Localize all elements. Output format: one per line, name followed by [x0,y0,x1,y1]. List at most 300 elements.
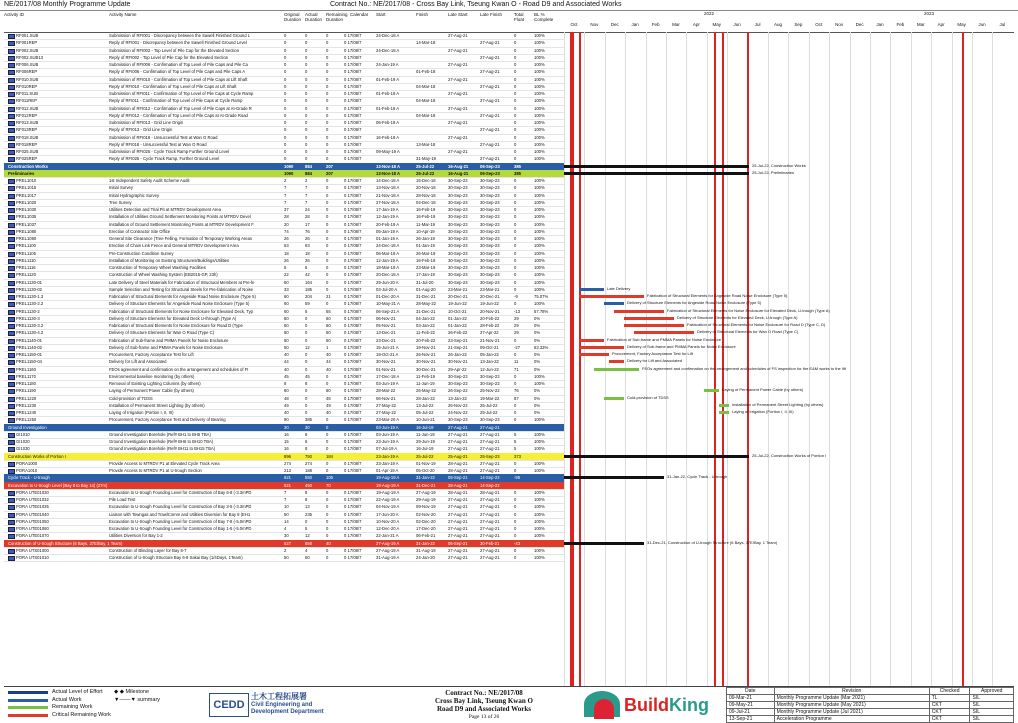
activity-table [4,32,565,686]
cell-pc: 100% [534,40,545,46]
cell-finish: 04-Mar-18 [416,98,436,104]
cell-pc: 100% [534,83,545,89]
gantt-bar-label: FEOs agreement and confirmation on the arrangement and schedules of FS inspection for the E&M works to the lift [642,365,846,371]
gantt-bar[interactable] [579,346,624,349]
gantt-bar[interactable] [564,455,749,458]
cell-pc: 100% [534,91,545,96]
cell-cal: 0 17/08/7 [344,518,362,524]
cell-pc: 0% [534,352,541,357]
cell-finish: 30-Nov-21 [416,359,436,365]
cell-od: 44 [284,359,289,365]
month-label: May [957,22,966,27]
cell-ls: 27-Aug-21 [448,134,468,140]
cell-name: Provide Access to MTRDV P1 at Elevated Cycle Track Area [109,460,220,466]
cell-tf: 5 [514,446,517,452]
red-milestone-line [579,32,581,686]
cell-id: PREL1100 [16,243,36,249]
cell-rd: 0 [326,272,329,278]
cell-od: 40 [284,352,289,357]
cell-rd: 0 [326,547,329,553]
legend-swatch [8,714,48,717]
cell-tf: 0 [514,272,517,278]
rev-desc: Monthly Programme Update (Mar 2021) [774,695,929,702]
cell-lf: 20-Feb-22 [480,315,500,321]
cell-id: PORA UTE01070 [16,533,49,539]
cell-id: PREL1110 [16,257,36,263]
cell-start: 05-Jan-19 A [376,228,399,234]
cell-lf: 30-Sep-23 [480,207,500,212]
red-milestone-line [722,32,724,686]
cell-pc: 0% [534,410,541,415]
cell-start: 22-Aug-19 A [376,497,400,502]
activity-icon [8,505,15,510]
col-activity-id[interactable]: Activity ID [4,12,25,17]
cell-ad: 0 [305,134,308,140]
cell-start: 17-Dec-18 A [376,373,400,379]
cell-tf: 0 [514,381,517,386]
gantt-bar[interactable] [614,310,664,313]
cell-ls: 24-Nov-22 [448,410,468,415]
cell-id: PREL1020 [16,199,37,205]
cell-od: 0 [284,127,287,133]
cell-id: GI1030 [16,446,30,452]
cell-name: Submission of RFI011 - Confirmation of Top Level of Pile Caps at Cycle Ramp [109,91,254,96]
rev-header-checked: Checked [929,688,970,695]
gantt-bar-label: Late Delivery [607,285,631,291]
cell-name: Reply of RFI002 - Top Level of Pile Cap for the Elevated Section [109,54,229,60]
gantt-bar[interactable] [594,368,639,371]
month-gridline [850,32,851,686]
gantt-bar[interactable] [604,302,624,305]
cell-ad: 0 [305,337,308,343]
cell-pc: 100% [534,47,545,53]
cell-lf: 27-Apr-22 [480,330,499,336]
cell-rd: 21 [326,294,331,299]
cell-finish: 16-Jul-19 [416,446,434,452]
gantt-bar-label: Fabrication of Structural Elements for Noise Enclosure for Elevated Deck, U-trough (Type A) [667,307,830,313]
cell-id: Preliminaries [8,170,35,176]
cell-ad: 0 [305,40,308,46]
cell-finish: 29-Aug-19 [416,497,436,502]
cell-tf: 0 [514,236,517,241]
cell-ls: 30-Sep-23 [448,236,468,241]
cell-cal: 0 17/08/7 [344,344,362,350]
cell-finish: 31-Aug-19 [416,547,436,553]
cell-ls: 27-Aug-21 [448,33,468,38]
cell-od: 7 [284,489,287,495]
contract-no: Contract No.: NE/2017/08 [445,689,523,697]
cell-ad: 0 [305,69,308,75]
cell-name: Reply of RFI013 - Grid Line Origin [109,127,173,133]
cell-start: 13-Nov-18 A [376,163,401,169]
gantt-bar[interactable] [624,324,684,327]
cell-finish: 26-Jan-19 [416,236,435,241]
cell-pc: 100% [534,120,545,125]
cell-ls: 28-Aug-21 [448,482,468,488]
cell-ls: 26-Jan-22 [448,352,467,357]
cell-finish: 25-Jul-22 [416,170,435,176]
rev-checked: CKT [929,709,970,716]
cell-od: 74 [284,228,289,234]
cell-ad: 6 [305,439,308,444]
cell-ad: 0 [305,62,308,67]
cell-ad: 30 [305,424,310,430]
cell-name: Delivery of Structure Elements for Elevated Deck U-through (Type A) [109,315,237,321]
cell-tf: 0 [514,62,517,67]
cell-od: 6 [284,265,287,270]
cell-ad: 63 [305,243,310,249]
col-total-float[interactable]: Total Float [514,12,525,22]
activity-icon [8,404,15,409]
cell-id: PREL1130-1.3 [16,294,44,299]
cell-id: RF025.SUB [16,149,39,154]
cell-cal: 0 17/08/7 [344,352,362,357]
cell-rd: 0 [326,446,329,452]
cell-cal: 0 17/08/7 [344,555,362,560]
cell-name: Reply of RFI018 - Unsuccessful Test at Wan O Road [109,141,207,147]
cell-pc: 100% [534,504,545,510]
cell-lf: 14-Sep-22 [480,482,500,488]
cell-start: 09-May-19 A [376,149,400,154]
cell-finish: 09-Nov-19 [416,504,436,510]
cell-cal: 0 17/08/7 [344,526,362,531]
cell-cal: 0 17/08/7 [344,337,362,343]
cell-cal: 0 17/08/7 [344,221,362,227]
cell-ls: 27-Aug-21 [448,547,468,553]
cell-od: 16 [284,431,289,437]
cell-pc: 100% [534,250,545,256]
cell-finish: 01-Nov-19 [416,460,436,466]
cell-od: 0 [284,112,287,118]
cell-rd: 0 [326,141,329,147]
cell-lf: 27-Aug-21 [480,98,500,104]
cell-ad: 0 [305,33,308,38]
month-label: Mar [916,22,925,27]
cell-od: 60 [284,330,289,336]
table-row[interactable] [4,554,564,562]
cell-cal: 0 17/08/7 [344,373,362,379]
cell-id: RF013REP [16,127,38,133]
cell-rd: 0 [326,185,329,191]
cell-ls: 30-Sep-23 [448,381,468,386]
cell-start: 03-Jun-19 A [376,424,399,430]
cell-name: Delivery of Sub-frame and PMMA Panels for Noise Enclosure [109,344,223,350]
cell-id: PREL1140-01 [16,337,42,343]
cell-pc: 100% [534,439,545,444]
cell-ls: 28-Aug-21 [448,489,468,495]
cell-od: 1090 [284,170,294,176]
cell-tf: 0 [514,504,517,510]
cell-pc: 100% [534,301,545,307]
cell-tf: 0 [514,468,517,473]
legend-swatch [8,706,48,709]
activity-icon [8,447,15,452]
cell-finish: 31-Jan-22 [416,540,435,546]
cell-lf: 30-Sep-23 [480,257,500,263]
cell-ad: 164 [305,279,312,285]
activity-icon [8,114,15,119]
revision-row [727,702,1014,709]
rev-approved: SIL [970,716,1014,723]
cell-finish: 28-Nov-18 [416,192,436,198]
gantt-bar[interactable] [564,542,644,545]
cell-cal: 0 17/08/7 [344,214,362,220]
cell-start: 12-Jan-19 A [376,257,399,263]
cell-rd: 0 [326,526,329,531]
cell-finish: 31-Jul-20 [416,279,434,285]
col-bl-complete[interactable]: BL % Complete [534,12,554,22]
activity-icon [8,462,15,467]
cell-pc: 0% [534,388,541,394]
cell-tf: 0 [514,497,517,502]
cell-tf: 0 [514,76,517,82]
cell-od: 90 [284,417,289,423]
gantt-bar[interactable] [579,353,609,356]
gantt-bar[interactable] [579,295,644,298]
cell-rd: 0 [326,33,329,38]
cell-pc: 100% [534,511,545,517]
gantt-bar-label: Installation of Permanent Street Lighting (by others) [732,401,824,407]
month-label: Aug [773,22,782,27]
gantt-chart [564,32,1014,686]
cell-ls: 27-Aug-21 [448,62,468,67]
cell-rd: 0 [326,62,329,67]
cell-od: 0 [284,69,287,75]
cell-id: RF012REP [16,112,38,118]
cell-id: PREL1090 [16,236,37,241]
cell-ad: 28 [305,214,310,220]
activity-icon [8,556,15,561]
cell-finish: 16-Feb-19 [416,257,436,263]
col-calendar[interactable]: Calendar [350,12,369,17]
cell-pc: 100% [534,279,545,285]
cell-start: 01-Feb-19 A [376,76,400,82]
cell-start: 06-Nov-21 [376,315,396,321]
cell-name: Construction of U-trough Structure Bay 6-9 Sakai Bay (1/4Days, 1Team) [109,555,243,560]
cell-rd: 105 [326,475,333,481]
gantt-bar[interactable] [579,288,604,291]
cell-tf: 0 [514,199,517,205]
cell-rd: 0 [326,301,329,307]
col-late-start[interactable]: Late Start [448,12,468,17]
cell-id: PREL1116 [16,265,36,270]
gantt-bar[interactable] [564,172,749,175]
activity-icon [8,252,15,257]
cell-ls: 30-Sep-23 [448,272,468,278]
cell-ad: 204 [305,294,312,299]
rev-checked: CKT [929,702,970,709]
cell-cal: 0 17/08/7 [344,134,362,140]
cell-ls: 19-Jun-22 [448,301,467,307]
cell-pc: 0% [534,402,541,408]
month-gridline [829,32,830,686]
cell-rd: 0 [326,54,329,60]
cell-lf: 30-Sep-23 [480,243,500,249]
cell-name: Submission of RFI012 - Confirmation of Top Level of Pile Caps at At-Grade R [109,105,252,111]
cell-pc: 100% [534,156,545,162]
legend-label: Actual Level of Effort [52,689,103,695]
cell-name: Submission of RFI006 - Confirmation of Top Level of Pile Caps and Pile Ca [109,62,248,67]
cell-cal: 0 17/08/7 [344,192,362,198]
cell-rd: 40 [326,352,331,357]
cell-rd: 0 [326,221,329,227]
gantt-bar[interactable] [564,476,664,479]
cell-cal: 0 17/08/7 [344,489,362,495]
activity-icon [8,215,15,220]
cell-name: Reply of RFI001 - Discrepancy between the Sawell Finished Ground Level [109,40,247,46]
cell-name: Fabrication of Structural Elements for Angeside Road Noise Enclosure (Type 5) [109,294,256,299]
cell-ls: 30-Sep-23 [448,221,468,227]
cell-rd: 0 [326,156,329,162]
activity-icon [8,295,15,300]
cell-lf: 27-Aug-21 [480,54,500,60]
activity-icon [8,339,15,344]
gantt-bar[interactable] [704,389,719,392]
cell-ls: 26-Sep-22 [448,388,468,394]
gantt-bar[interactable] [564,165,749,168]
gantt-bar[interactable] [604,397,624,400]
cell-cal: 0 17/08/7 [344,286,362,292]
cell-od: 60 [284,294,289,299]
cell-finish: 31-Dec-21 [416,308,436,314]
cell-finish: 04-Mar-18 [416,112,436,118]
cell-ls: 27-Aug-21 [448,149,468,154]
col-original-duration[interactable]: Original Duration [284,12,302,22]
cell-start: 01-Dec-20 A [376,294,400,299]
cell-ad: 185 [305,286,312,292]
month-label: Apr [937,22,945,27]
month-label: Feb [651,22,660,27]
cell-cal: 0 17/08/7 [344,323,362,328]
cell-rd: 60 [326,323,331,328]
col-activity-name[interactable]: Activity Name [109,12,137,17]
cell-od: 60 [284,301,289,307]
cell-lf: 25-Jul-22 [480,402,498,408]
cell-id: PREL1170 [16,373,36,379]
cell-start: 27-Nov-18 A [376,199,400,205]
cell-start: 14-Dec-18 A [376,178,400,183]
cell-start: 06-Feb-19 A [376,120,400,125]
cell-ad: 0 [305,395,308,401]
gantt-bar[interactable] [609,360,624,363]
cell-name: Construction of Wheel Washing System (EB2015-GP, 23h) [109,272,218,278]
cell-finish: 31-Dec-21 [416,482,436,488]
build-king-logo [584,691,724,719]
col-actual-duration[interactable]: Actual Duration [305,12,323,22]
cell-pc: 0% [534,359,541,365]
cell-name: Tree Survey [109,199,132,205]
wordmark-build: Build [624,695,669,715]
cell-start: 20-Dec-18 A [376,272,400,278]
cell-tf: 0 [514,134,517,140]
cell-pc: 100% [534,141,545,147]
activity-icon [8,70,15,75]
gantt-bar[interactable] [719,404,729,407]
cell-start: 21-Nov-18 A [376,192,400,198]
cell-rd: 0 [326,417,329,423]
cell-ad: 188 [305,468,312,473]
col-start[interactable]: Start [376,12,386,17]
cell-name: Pile Load Test [109,497,136,502]
cell-finish: 04-Jan-22 [416,315,435,321]
cell-ad: 385 [305,417,312,423]
cell-tf: -9 [514,294,518,299]
cell-id: PREL1030 [16,207,37,212]
cell-lf: 27-Aug-21 [480,156,500,162]
col-finish[interactable]: Finish [416,12,429,17]
month-gridline [564,32,565,686]
cell-tf: 0 [514,83,517,89]
cell-tf: 71 [514,366,519,372]
cell-rd: 40 [326,540,331,546]
cell-start: 19-Aug-19 A [376,475,400,481]
cell-ls: 27-Aug-21 [448,76,468,82]
cell-cal: 0 17/08/7 [344,149,362,154]
revision-table [726,687,1014,721]
cell-od: 10 [284,504,289,510]
cell-ad: 6 [305,265,308,270]
cell-id: PREL1017 [16,192,37,198]
gantt-bar-label: 25-Jul-22, Construction Works of Portion I [752,452,827,458]
activity-icon [8,128,15,133]
col-late-finish[interactable]: Late Finish [480,12,503,17]
month-label: Dec [855,22,864,27]
gantt-bar[interactable] [579,339,604,342]
red-milestone-line [572,32,574,686]
activity-icon [8,244,15,249]
cell-tf: 0 [514,265,517,270]
cell-ls: 23-Sep-21 [448,337,468,343]
gantt-bar[interactable] [634,331,694,334]
activity-icon [8,375,15,380]
cell-pc: 75.07% [534,294,549,299]
gantt-bar[interactable] [624,317,674,320]
gantt-bar[interactable] [719,411,729,414]
cell-rd: 60 [326,315,331,321]
activity-icon [8,266,15,271]
rev-desc: Monthly Programme Update (Jul 2021) [774,709,929,716]
rev-header-date: Date [727,688,775,695]
cell-name: Procurement, Factory Acceptance Test for Lift [109,352,194,357]
cell-finish: 02-Nov-20 [416,511,436,517]
cell-id: PORA UTE01032 [16,497,49,502]
activity-icon [8,360,15,365]
cell-od: 26 [284,257,289,263]
month-label: Jan [631,22,639,27]
cell-pc: 100% [534,178,545,183]
cell-finish: 11-Jun-19 [416,431,435,437]
cell-finish: 13-Mar-18 [416,141,436,147]
activity-icon [8,317,15,322]
cell-ls: 30-Sep-23 [448,265,468,270]
cell-ls: 30-Sep-23 [448,199,468,205]
cell-name: Utilities Diversion for Bay 1-2 [109,533,163,539]
activity-icon [8,273,15,278]
cell-tf: 0 [514,47,517,53]
cell-cal: 0 17/08/7 [344,330,362,336]
cell-tf: 0 [514,402,517,408]
col-remaining-duration[interactable]: Remaining Duration [326,12,348,22]
contract-block [384,689,584,721]
cell-cal: 0 17/08/7 [344,265,362,270]
cell-cal: 0 17/08/7 [344,105,362,111]
header-left-title: NE/2017/08 Monthly Programme Update [4,1,131,8]
cell-rd: 0 [326,192,329,198]
cell-id: PREL1080 [16,228,37,234]
cell-cal: 0 17/08/7 [344,236,362,241]
cell-name: Utilities Detection and Trial Pit at MTRDV Development Area [109,207,221,212]
cell-ad: 24 [305,207,310,212]
